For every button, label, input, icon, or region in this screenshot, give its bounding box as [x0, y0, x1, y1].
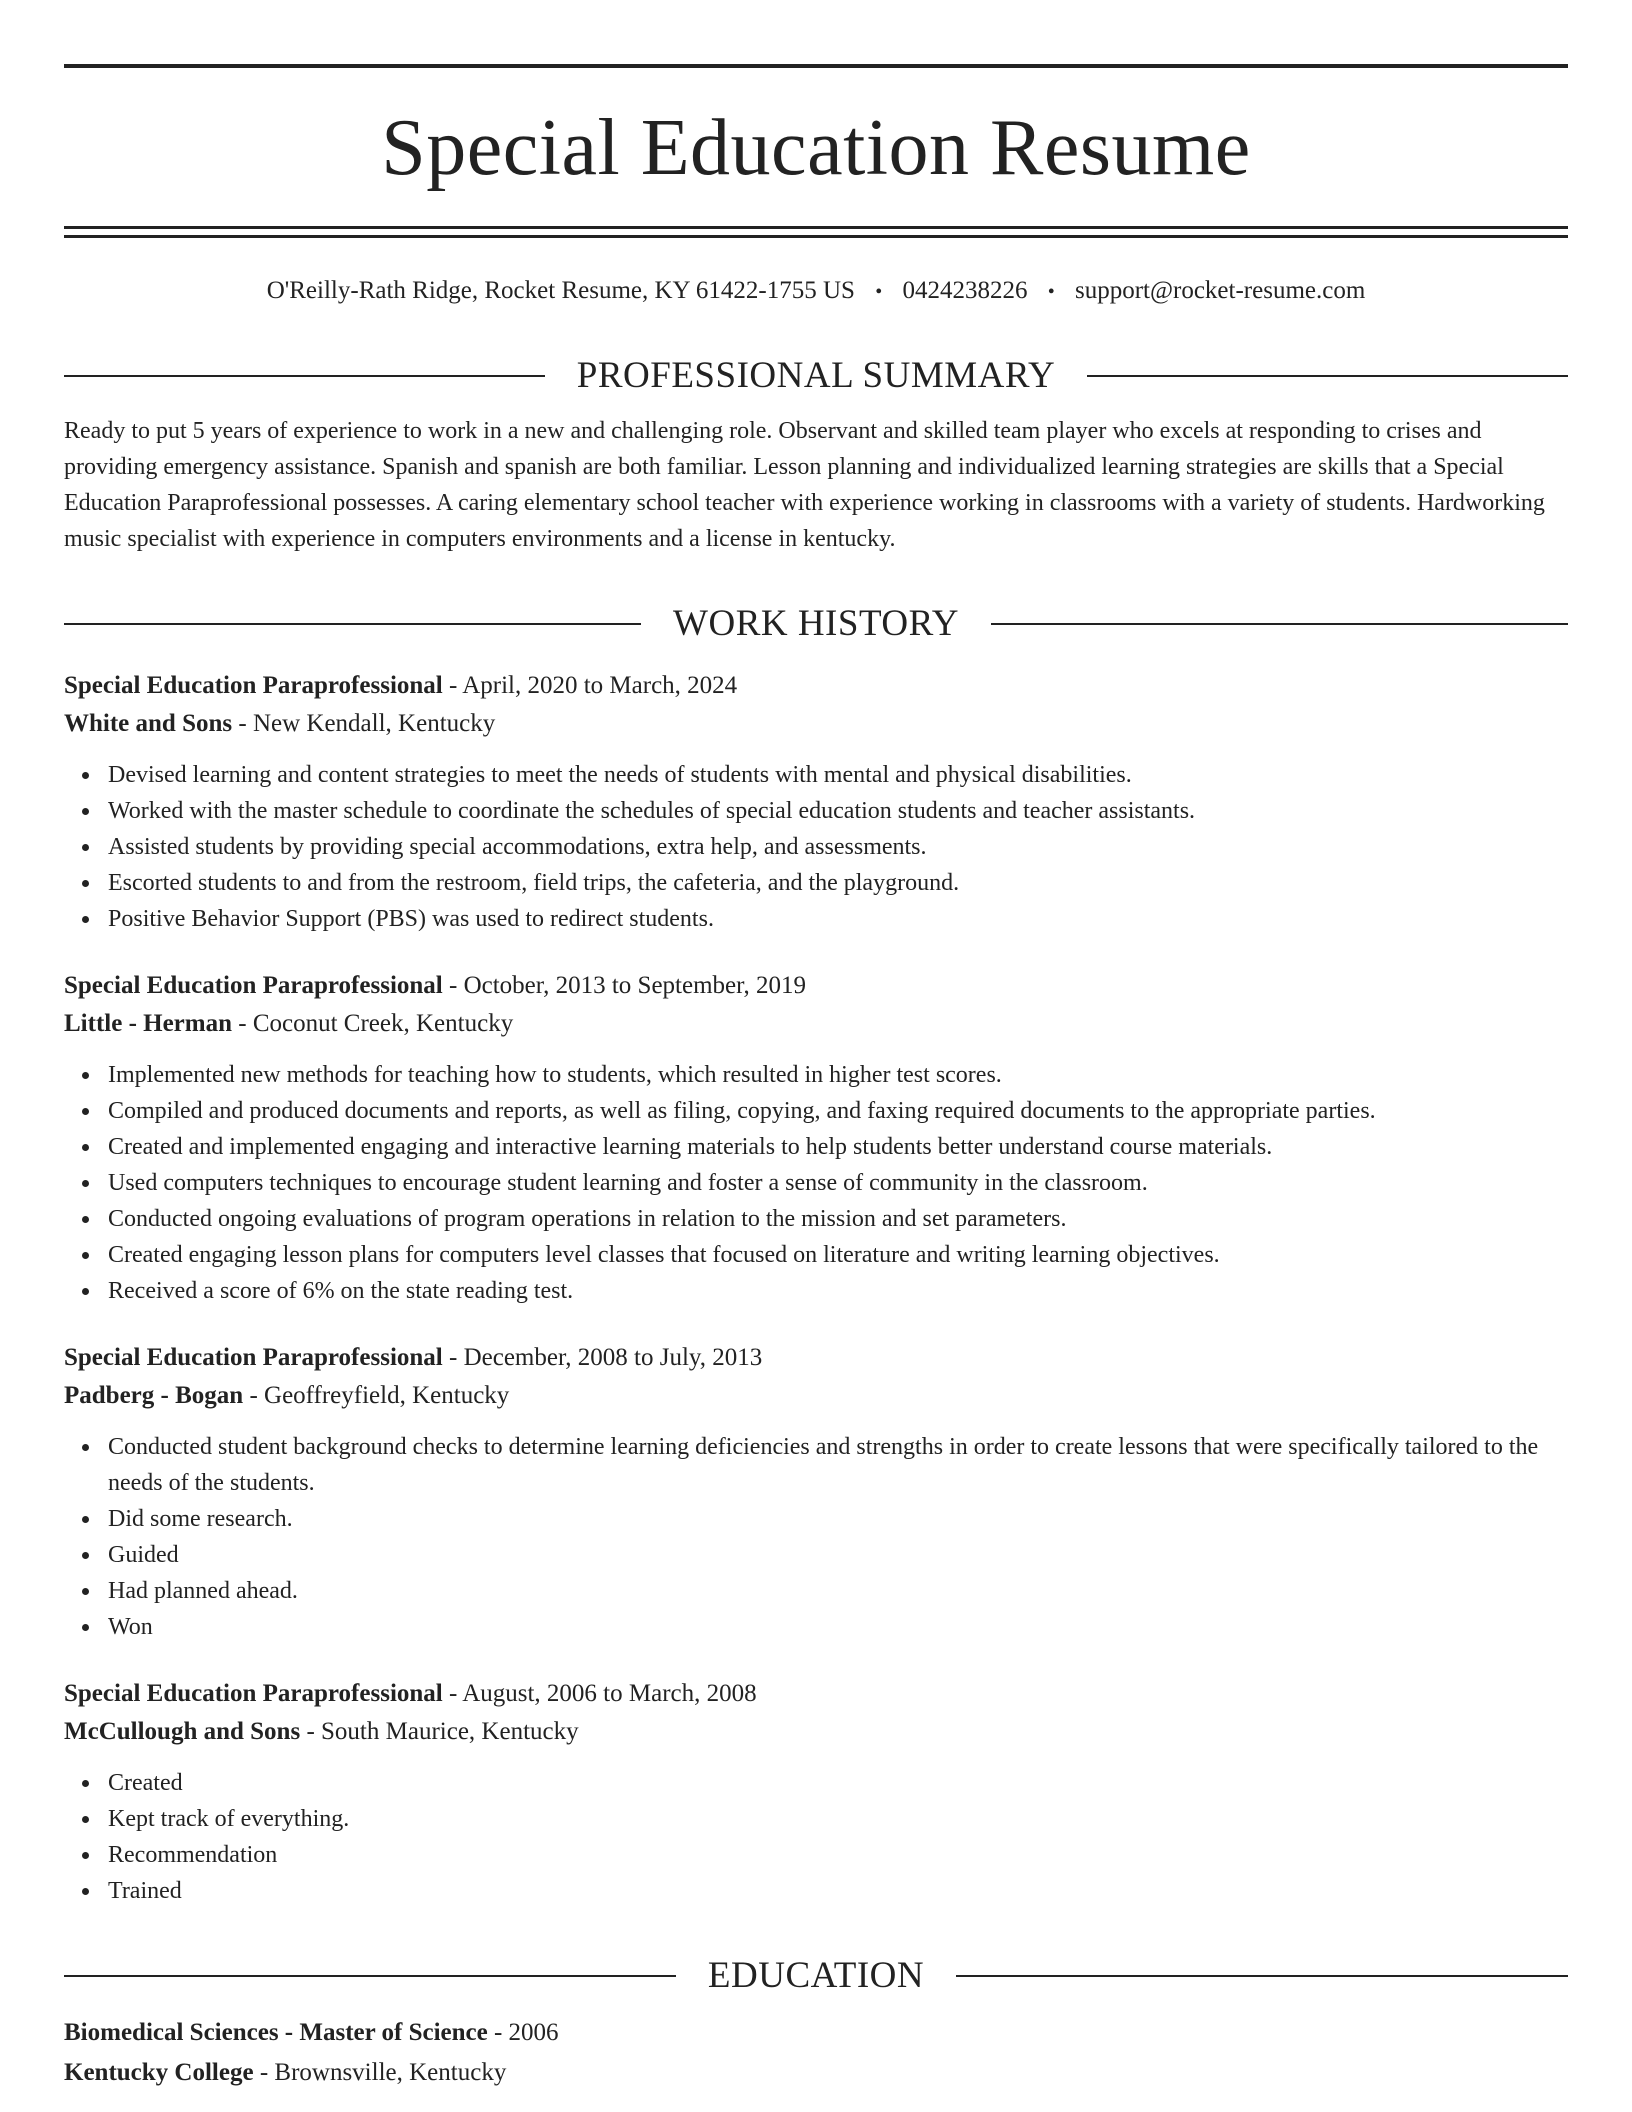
- list-item: Received a score of 6% on the state reading test.: [108, 1273, 1568, 1309]
- work-history-heading: [64, 601, 1568, 647]
- contact-email: support@rocket-resume.com: [1074, 277, 1366, 304]
- job-location: - South Maurice, Kentucky: [300, 1718, 579, 1745]
- list-item: Created engaging lesson plans for computers level classes that focused on literature and writing learning objectives.: [108, 1237, 1568, 1273]
- job-title-line: [64, 1675, 1568, 1713]
- education-school-line: [64, 2053, 1568, 2093]
- list-item: Devised learning and content strategies to meet the needs of students with mental and physical disabilities.: [108, 757, 1568, 793]
- job-title-line: [64, 967, 1568, 1005]
- job-bullets: [64, 757, 1568, 937]
- job-title: Special Education Paraprofessional: [64, 1680, 443, 1707]
- job-location: - New Kendall, Kentucky: [232, 710, 496, 737]
- job-title: Special Education Paraprofessional: [64, 672, 443, 699]
- list-item: Conducted ongoing evaluations of program operations in relation to the mission and set parameters.: [108, 1201, 1568, 1237]
- job-title: Special Education Paraprofessional: [64, 972, 443, 999]
- summary-text: Ready to put 5 years of experience to work in a new and challenging role. Observant and skilled team player who excels at responding to crises and providing emergency assistance. Spanish and spanish are both familiar. Lesson planning and individualized learning strategies are skills that a Special Education Paraprofessional possesses. A caring elementary school teacher with experience working in classrooms with a variety of students. Hardworking music specialist with experience in computers environments and a license in kentucky.: [64, 418, 1545, 552]
- education-entry: [64, 2013, 1568, 2093]
- list-item: Escorted students to and from the restroom, field trips, the cafeteria, and the playground.: [108, 865, 1568, 901]
- job-company: Little - Herman: [64, 1010, 233, 1037]
- summary-heading-label: PROFESSIONAL SUMMARY: [576, 355, 1056, 396]
- job-company-line: [64, 1005, 1568, 1043]
- list-item: Did some research.: [108, 1501, 1568, 1537]
- education-degree-line: [64, 2013, 1568, 2053]
- job-company-line: [64, 1377, 1568, 1415]
- job-title-line: [64, 667, 1568, 705]
- list-item: Won: [108, 1609, 1568, 1645]
- education-heading: [64, 1953, 1568, 1999]
- job-dates: - August, 2006 to March, 2008: [442, 1680, 757, 1707]
- heading-rule-left: [64, 375, 545, 377]
- top-rule: [64, 64, 1568, 68]
- title-double-rule: [64, 226, 1568, 238]
- job-entry: [64, 1675, 1568, 1909]
- job-company-line: [64, 1713, 1568, 1751]
- list-item: Assisted students by providing special accommodations, extra help, and assessments.: [108, 829, 1568, 865]
- job-company: White and Sons: [64, 710, 233, 737]
- job-bullets: [64, 1429, 1568, 1645]
- job-company: Padberg - Bogan: [64, 1382, 244, 1409]
- heading-rule-right: [1087, 375, 1568, 377]
- education-location: - Brownsville, Kentucky: [253, 2059, 507, 2086]
- job-dates: - October, 2013 to September, 2019: [442, 972, 806, 999]
- job-entry: [64, 667, 1568, 937]
- job-title-line: [64, 1339, 1568, 1377]
- job-dates: - December, 2008 to July, 2013: [442, 1344, 763, 1371]
- job-location: - Geoffreyfield, Kentucky: [243, 1382, 510, 1409]
- list-item: Created and implemented engaging and interactive learning materials to help students better understand course materials.: [108, 1129, 1568, 1165]
- job-location: - Coconut Creek, Kentucky: [232, 1010, 514, 1037]
- contact-address: O'Reilly-Rath Ridge, Rocket Resume, KY 61422-1755 US: [266, 277, 855, 304]
- list-item: Positive Behavior Support (PBS) was used to redirect students.: [108, 901, 1568, 937]
- list-item: Created: [108, 1765, 1568, 1801]
- list-item: Conducted student background checks to determine learning deficiencies and strengths in order to create lessons that were specifically tailored to the needs of the students.: [108, 1429, 1568, 1501]
- work-history-heading-label: WORK HISTORY: [673, 603, 959, 644]
- list-item: Trained: [108, 1873, 1568, 1909]
- job-bullets: [64, 1765, 1568, 1909]
- list-item: Kept track of everything.: [108, 1801, 1568, 1837]
- job-entry: [64, 1339, 1568, 1645]
- list-item: Had planned ahead.: [108, 1573, 1568, 1609]
- summary-heading: [64, 353, 1568, 399]
- heading-rule-left: [64, 623, 641, 625]
- job-bullets: [64, 1057, 1568, 1309]
- list-item: Recommendation: [108, 1837, 1568, 1873]
- heading-rule-left: [64, 1975, 676, 1977]
- education-school: Kentucky College: [64, 2059, 254, 2086]
- education-heading-label: EDUCATION: [707, 1955, 925, 1996]
- education-year: - 2006: [487, 2019, 559, 2046]
- contact-separator: •: [875, 281, 883, 303]
- job-company-line: [64, 705, 1568, 743]
- list-item: Compiled and produced documents and reports, as well as filing, copying, and faxing required documents to the appropriate parties.: [108, 1093, 1568, 1129]
- job-company: McCullough and Sons: [64, 1718, 301, 1745]
- education-degree: Biomedical Sciences - Master of Science: [64, 2019, 488, 2046]
- heading-rule-right: [991, 623, 1568, 625]
- contact-line: [64, 274, 1568, 309]
- job-entry: [64, 967, 1568, 1309]
- job-dates: - April, 2020 to March, 2024: [442, 672, 738, 699]
- contact-separator: •: [1047, 281, 1055, 303]
- contact-phone: 0424238226: [902, 277, 1028, 304]
- list-item: Implemented new methods for teaching how to students, which resulted in higher test scores.: [108, 1057, 1568, 1093]
- resume-title: Special Education Resume: [381, 104, 1251, 192]
- list-item: Worked with the master schedule to coordinate the schedules of special education students and teacher assistants.: [108, 793, 1568, 829]
- list-item: Guided: [108, 1537, 1568, 1573]
- job-title: Special Education Paraprofessional: [64, 1344, 443, 1371]
- list-item: Used computers techniques to encourage student learning and foster a sense of community in the classroom.: [108, 1165, 1568, 1201]
- heading-rule-right: [956, 1975, 1568, 1977]
